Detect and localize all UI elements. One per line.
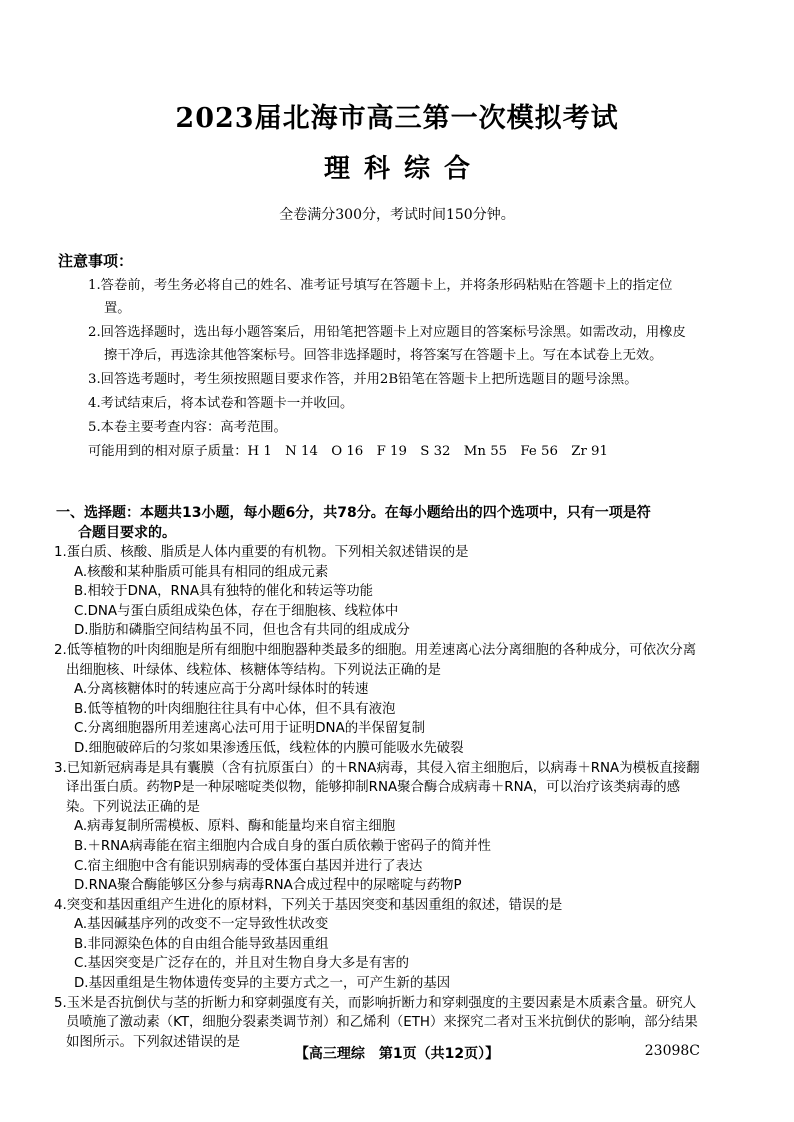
footer-page-info: 【高三理综 第1页（共12页）】 (294, 1046, 500, 1062)
section-heading-line2: 合题目要求的。 (78, 525, 176, 541)
notice-item: 5.本卷主要考查内容：高考范围。 (88, 420, 287, 435)
question-option: C.基因突变是广泛存在的，并且对生物自身大多是有害的 (74, 956, 409, 972)
question-option: B.非同源染色体的自由组合能导致基因重组 (74, 936, 329, 952)
question-item (54, 759, 704, 896)
question-stem: 4.突变和基因重组产生进化的原材料，下列关于基因突变和基因重组的叙述，错误的是 (54, 897, 563, 913)
exam-meta: 全卷满分300分，考试时间150分钟。 (279, 207, 515, 223)
notice-item: 3.回答选考题时，考生须按照题目要求作答，并用2B铅笔在答题卡上把所选题目的题号涂黑。 (88, 372, 638, 387)
question-option: B.低等植物的叶肉细胞往往具有中心体，但不具有液泡 (74, 701, 396, 717)
question-list (54, 543, 704, 1052)
question-option: B.＋RNA病毒能在宿主细胞内合成自身的蛋白质依赖于密码子的简并性 (74, 838, 491, 854)
question-option: D.脂肪和磷脂空间结构虽不同，但也含有共同的组成成分 (74, 623, 410, 639)
atomic-masses: 可能用到的相对原子质量：H 1 N 14 O 16 F 19 S 32 Mn 55 Fe 56 Zr 91 (88, 444, 608, 459)
footer-code: 23098C (644, 1043, 700, 1059)
notice-item: 2.回答选择题时，选出每小题答案后，用铅笔把答题卡上对应题目的答案标号涂黑。如需改动，用橡皮擦干净后，再选涂其他答案标号。回答非选择题时，将答案写在答题卡上。写在本试卷上无效。 (88, 325, 686, 363)
question-option: C.宿主细胞中含有能识别病毒的受体蛋白基因并进行了表达 (74, 858, 423, 874)
question-stem: 1.蛋白质、核酸、脂质是人体内重要的有机物。下列相关叙述错误的是 (54, 545, 469, 560)
question-option: D.RNA聚合酶能够区分参与病毒RNA合成过程中的尿嘧啶与药物P (74, 878, 462, 894)
notice-item: 4.考试结束后，将本试卷和答题卡一并收回。 (88, 396, 354, 411)
question-stem: 5.玉米是否抗倒伏与茎的折断力和穿刺强度有关，而影响折断力和穿刺强度的主要因素是木质素含量。研究人员喷施了激动素（KT，细胞分裂素类调节剂）和乙烯利（ETH）来探究二者对玉米抗倒伏的影响，部分结果如图所示。下列叙述错误的是 (54, 995, 698, 1050)
question-option: A.病毒复制所需模板、原料、酶和能量均来自宿主细胞 (74, 819, 396, 835)
question-option: D.细胞破碎后的匀浆如果渗透压低，线粒体的内膜可能吸水先破裂 (74, 740, 464, 756)
question-option: A.核酸和某种脂质可能具有相同的组成元素 (74, 564, 329, 580)
exam-title: 2023届北海市高三第一次模拟考试 (175, 103, 619, 134)
question-option: C.分离细胞器所用差速离心法可用于证明DNA的半保留复制 (74, 721, 426, 737)
question-item (54, 896, 704, 994)
notice-item: 1.答卷前，考生务必将自己的姓名、准考证号填写在答题卡上，并将条形码粘贴在答题卡上的指定位置。 (88, 278, 673, 316)
question-option: A.基因碱基序列的改变不一定导致性状改变 (74, 917, 329, 933)
notices-list (88, 274, 698, 464)
question-item (54, 543, 704, 641)
question-stem: 2.低等植物的叶肉细胞是所有细胞中细胞器种类最多的细胞。用差速离心法分离细胞的各种成分，可依次分离出细胞核、叶绿体、线粒体、核糖体等结构。下列说法正确的是 (54, 642, 697, 678)
question-option: C.DNA与蛋白质组成染色体，存在于细胞核、线粒体中 (74, 603, 399, 619)
section-heading-line1: 一、选择题：本题共13小题，每小题6分，共78分。在每小题给出的四个选项中，只有一项是符 (56, 505, 651, 521)
section-heading (56, 503, 708, 543)
question-stem: 3.已知新冠病毒是具有囊膜（含有抗原蛋白）的＋RNA病毒，其侵入宿主细胞后，以病毒＋RNA为模板直接翻译出蛋白质。药物P是一种尿嘧啶类似物，能够抑制RNA聚合酶合成病毒＋RNA，可以治疗该类病毒的感染。下列说法正确的是 (54, 760, 700, 815)
question-option: B.相较于DNA，RNA具有独特的催化和转运等功能 (74, 584, 374, 600)
question-option: D.基因重组是生物体遗传变异的主要方式之一，可产生新的基因 (74, 976, 451, 992)
exam-subtitle: 理科综合 (323, 154, 484, 184)
question-item (54, 641, 704, 759)
question-option: A.分离核糖体时的转速应高于分离叶绿体时的转速 (74, 682, 369, 698)
notices-heading: 注意事项： (58, 252, 134, 270)
